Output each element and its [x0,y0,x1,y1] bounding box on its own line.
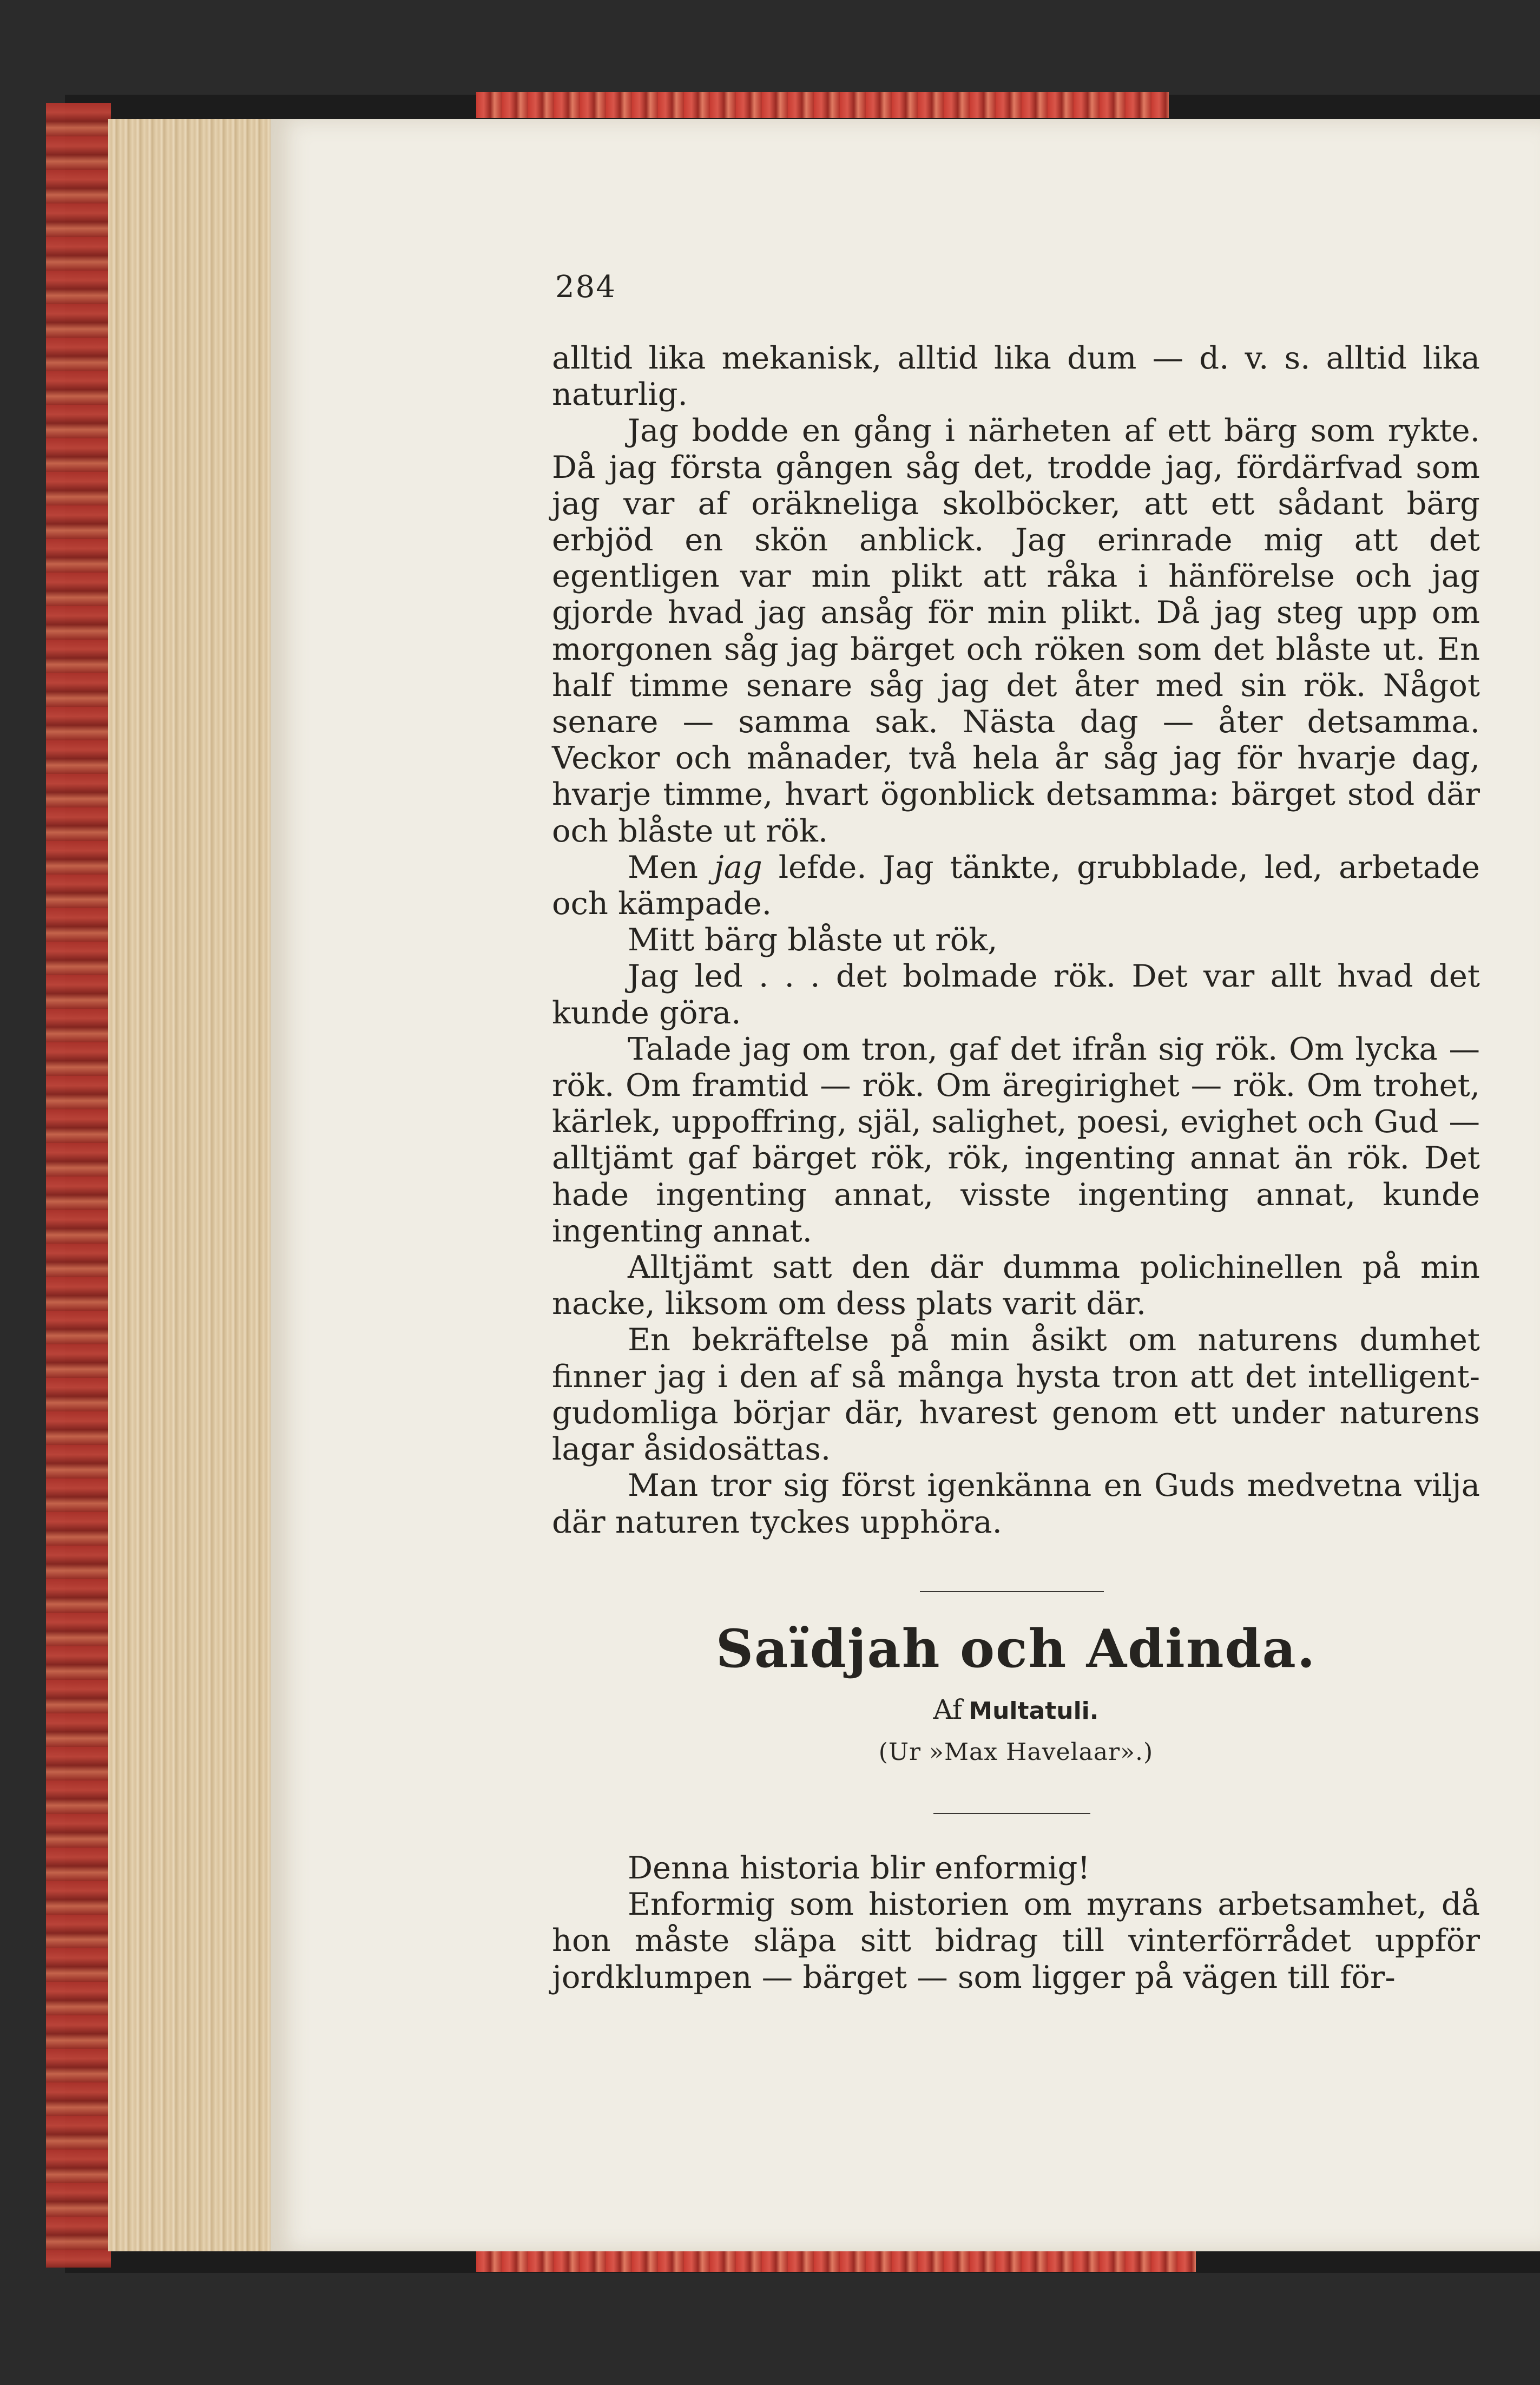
emphasis: jag [714,849,762,885]
paragraph-text: lefde. Jag tänkte, grubblade, led, arbetade och kämpade. [552,849,1480,922]
author-name: Multatuli. [969,1697,1099,1725]
section-divider [933,1813,1090,1814]
section-divider [920,1591,1104,1592]
marbled-edge-top [476,92,1169,118]
paragraph: Mitt bärg blåste ut rök, [628,922,998,958]
paragraph-text: Men [628,849,714,885]
body-text [552,340,1480,1540]
paragraph: Enformig som historien om myrans arbetsamhet, då hon måste släpa sitt bidrag till vinterförrådet uppför jordklumpen — bärget — som ligger på vägen till för- [552,1886,1480,1995]
page-stack-edge [108,119,273,2251]
paragraph: Jag bodde en gång i närheten af ett bärg som rykte. Då jag första gången såg det, trodde jag, fördärfvad som jag var af oräkneliga skolböcker, att ett sådant bärg erbjöd en skön anblick. Jag erinrade mig att det egentligen var min plikt att råka i hänförelse och jag gjorde hvad jag ansåg för min plikt. Då jag steg upp om morgonen såg jag bärget och röken som det blåste ut. En half timme senare såg jag det åter med sin rök. Något senare — samma sak. Nästa dag — åter detsamma. Veckor och månader, två hela år såg jag för hvarje dag, hvarje timme, hvart ögonblick detsamma: bärget stod där och blåste ut rök. [552,412,1480,849]
paragraph: alltid lika mekanisk, alltid lika dum — d. v. s. alltid lika naturlig. [552,340,1480,413]
paragraph: Talade jag om tron, gaf det ifrån sig rök. Om lycka — rök. Om framtid — rök. Om äregirighet — rök. Om trohet, kärlek, uppoffring, själ, salighet, poesi, evighet och Gud — alltjämt gaf bärget rök, rök, ingenting annat än rök. Det hade ingenting annat, visste ingenting annat, kunde ingenting annat. [552,1030,1480,1249]
byline-prefix: Af [933,1694,963,1725]
paragraph: Jag led . . . det bolmade rök. Det var allt hvad det kunde göra. [552,958,1480,1031]
paragraph: Denna historia blir enformig! [628,1850,1090,1886]
story-text [552,1850,1480,1995]
paragraph: En bekräftelse på min åsikt om naturens dumhet finner jag i den af så många hysta tron att det intelligent-gudomliga börjar där, hvarest genom ett under naturens lagar åsidosättas. [552,1322,1480,1468]
story-source: (Ur »Max Havelaar».) [878,1738,1154,1766]
paragraph: Alltjämt satt den där dumma polichinellen på min nacke, liksom om dess plats varit där. [552,1249,1480,1322]
marbled-cover-edge [46,103,111,2268]
paragraph [552,849,1480,922]
paragraph: Man tror sig först igenkänna en Guds medvetna vilja där naturen tyckes upphöra. [552,1467,1480,1540]
story-byline [552,1694,1480,1725]
page-number: 284 [555,270,616,305]
story-title: Saïdjah och Adinda. [715,1618,1317,1679]
